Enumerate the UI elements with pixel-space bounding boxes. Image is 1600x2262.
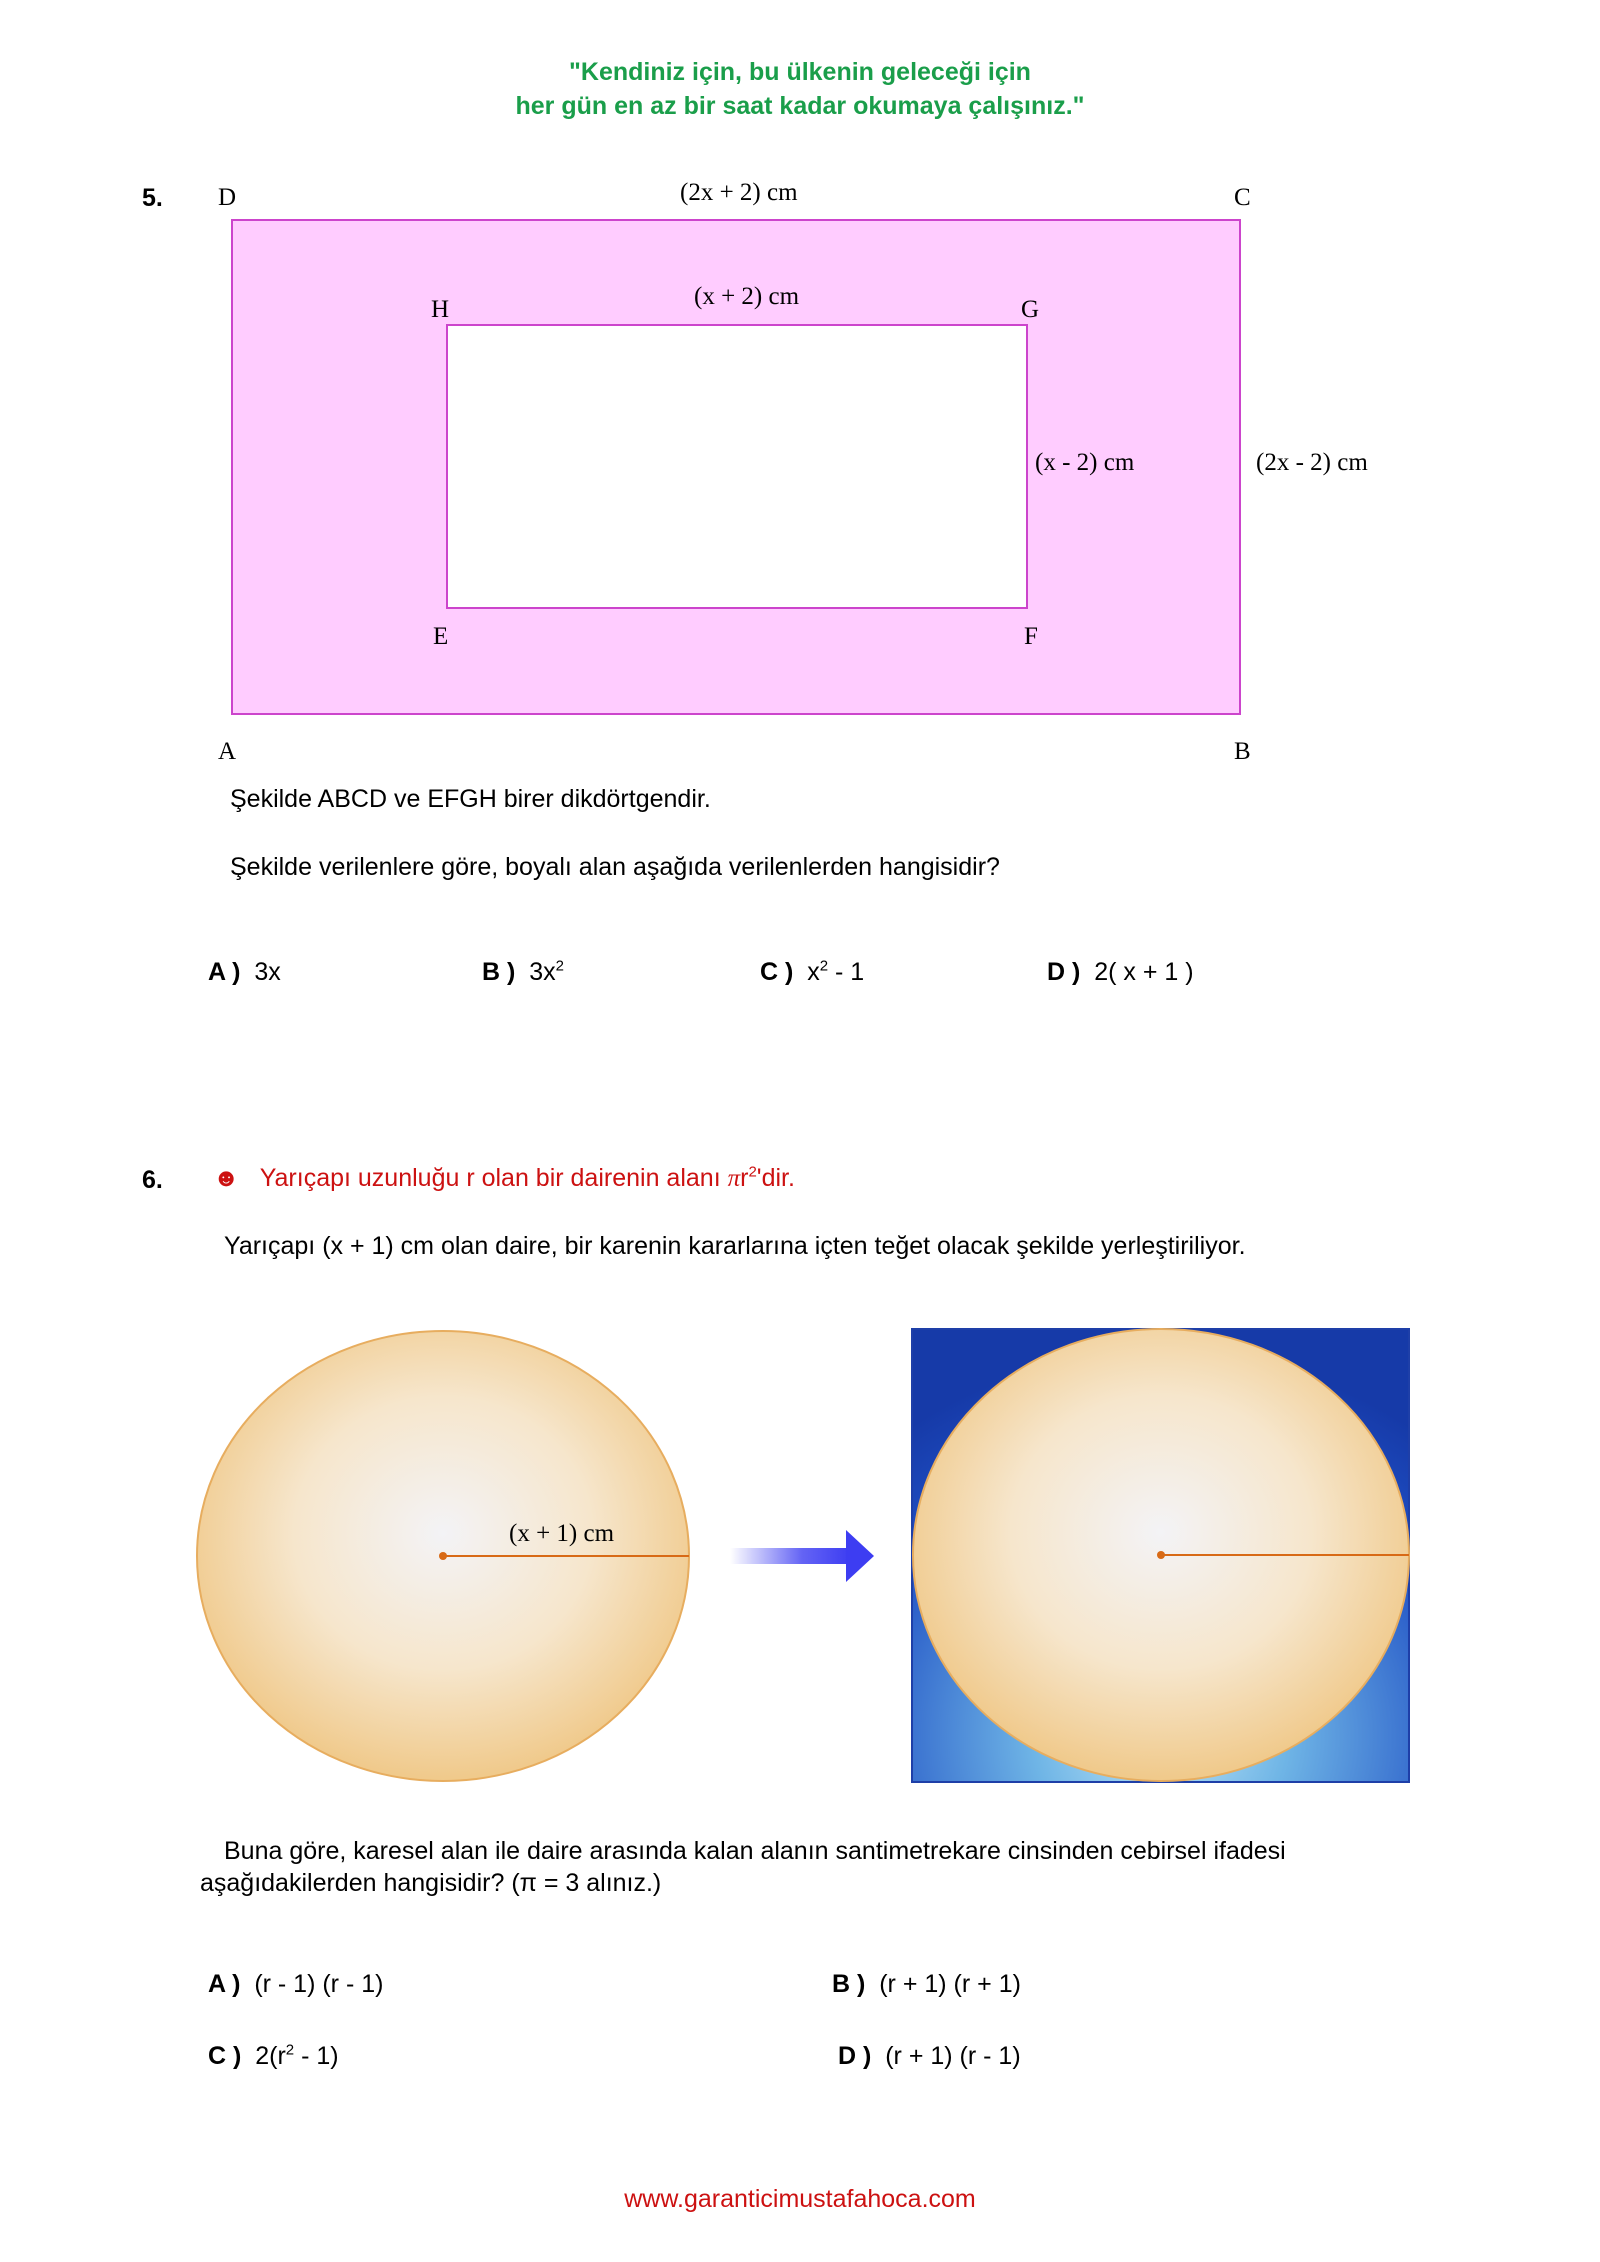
option-letter: A ) bbox=[208, 958, 241, 986]
option-text: (r + 1) (r + 1) bbox=[879, 1970, 1021, 1998]
right-center-dot bbox=[1157, 1551, 1165, 1559]
q6-question-line-2: aşağıdakilerden hangisidir? (π = 3 alınız.) bbox=[200, 1869, 662, 1897]
smiley-icon: ☻ bbox=[213, 1164, 240, 1192]
option-text-rest: - 1 bbox=[828, 958, 865, 986]
q6-option-b[interactable] bbox=[832, 1970, 1021, 1999]
q5-option-a[interactable] bbox=[208, 958, 281, 987]
vertex-b: B bbox=[1234, 738, 1251, 765]
vertex-g: G bbox=[1021, 296, 1040, 323]
radius-label: (x + 1) cm bbox=[509, 1520, 615, 1547]
option-letter: A ) bbox=[208, 1970, 241, 1998]
q5-question: Şekilde verilenlere göre, boyalı alan aşağıda verilenlerden hangisidir? bbox=[230, 853, 1000, 881]
q6-option-d[interactable] bbox=[838, 2042, 1021, 2071]
info-exponent: 2 bbox=[748, 1163, 757, 1181]
vertex-h: H bbox=[431, 296, 450, 323]
inner-height-label: (x - 2) cm bbox=[1035, 449, 1135, 476]
q5-option-c[interactable] bbox=[760, 958, 864, 987]
q5-statement: Şekilde ABCD ve EFGH birer dikdörtgendir. bbox=[230, 785, 711, 813]
option-letter: D ) bbox=[1047, 958, 1081, 986]
option-text: 2( x + 1 ) bbox=[1094, 958, 1194, 986]
option-text: (r - 1) (r - 1) bbox=[254, 1970, 384, 1998]
option-letter: B ) bbox=[832, 1970, 866, 1998]
option-text: 3x bbox=[529, 958, 556, 986]
option-letter: B ) bbox=[482, 958, 516, 986]
question-6-number: 6. bbox=[142, 1166, 163, 1194]
option-exponent: 2 bbox=[285, 2041, 295, 2059]
q6-statement: Yarıçapı (x + 1) cm olan daire, bir karenin kararlarına içten teğet olacak şekilde yerleştiriliyor. bbox=[224, 1232, 1246, 1260]
question-5-number: 5. bbox=[142, 184, 163, 212]
vertex-d: D bbox=[218, 184, 237, 211]
option-letter: C ) bbox=[760, 958, 794, 986]
info-r: r bbox=[740, 1164, 749, 1192]
quote-line-2: her gün en az bir saat kadar okumaya çalışınız." bbox=[515, 92, 1085, 120]
option-text: x bbox=[807, 958, 820, 986]
outer-width-label: (2x + 2) cm bbox=[680, 179, 798, 206]
inner-rectangle-efgh bbox=[447, 325, 1027, 608]
outer-height-label: (2x - 2) cm bbox=[1256, 449, 1368, 476]
quote-line-1: "Kendiniz için, bu ülkenin geleceği için bbox=[569, 58, 1031, 86]
option-letter: D ) bbox=[838, 2042, 872, 2070]
info-text: Yarıçapı uzunluğu r olan bir dairenin alanı bbox=[259, 1164, 728, 1192]
option-text-rest: - 1) bbox=[294, 2042, 339, 2070]
arrow-icon bbox=[846, 1530, 874, 1582]
q6-question-line-1: Buna göre, karesel alan ile daire arasında kalan alanın santimetrekare cinsinden cebirsel ifadesi bbox=[224, 1837, 1286, 1865]
q5-option-b[interactable] bbox=[482, 958, 564, 987]
option-letter: C ) bbox=[208, 2042, 242, 2070]
vertex-e: E bbox=[433, 623, 449, 650]
vertex-c: C bbox=[1234, 184, 1251, 211]
vertex-a: A bbox=[218, 738, 237, 765]
option-exponent: 2 bbox=[555, 957, 564, 975]
inner-width-label: (x + 2) cm bbox=[694, 283, 800, 310]
pi-symbol: π bbox=[727, 1165, 741, 1192]
option-exponent: 2 bbox=[819, 957, 829, 975]
rectangle-diagram bbox=[0, 0, 1600, 760]
arrow-shaft bbox=[730, 1548, 850, 1564]
vertex-f: F bbox=[1024, 623, 1038, 650]
option-text: 2(r bbox=[255, 2042, 286, 2070]
footer-website-link[interactable]: www.garanticimustafahoca.com bbox=[624, 2185, 976, 2213]
q6-option-a[interactable] bbox=[208, 1970, 383, 1999]
option-text: (r + 1) (r - 1) bbox=[885, 2042, 1021, 2070]
q6-option-c[interactable] bbox=[208, 2042, 339, 2071]
option-text: 3x bbox=[254, 958, 281, 986]
q5-option-d[interactable] bbox=[1047, 958, 1194, 987]
info-text-end: 'dir. bbox=[756, 1164, 795, 1192]
left-center-dot bbox=[439, 1552, 447, 1560]
circle-square-diagram bbox=[0, 1300, 1600, 1800]
q6-info-note bbox=[213, 1164, 795, 1193]
